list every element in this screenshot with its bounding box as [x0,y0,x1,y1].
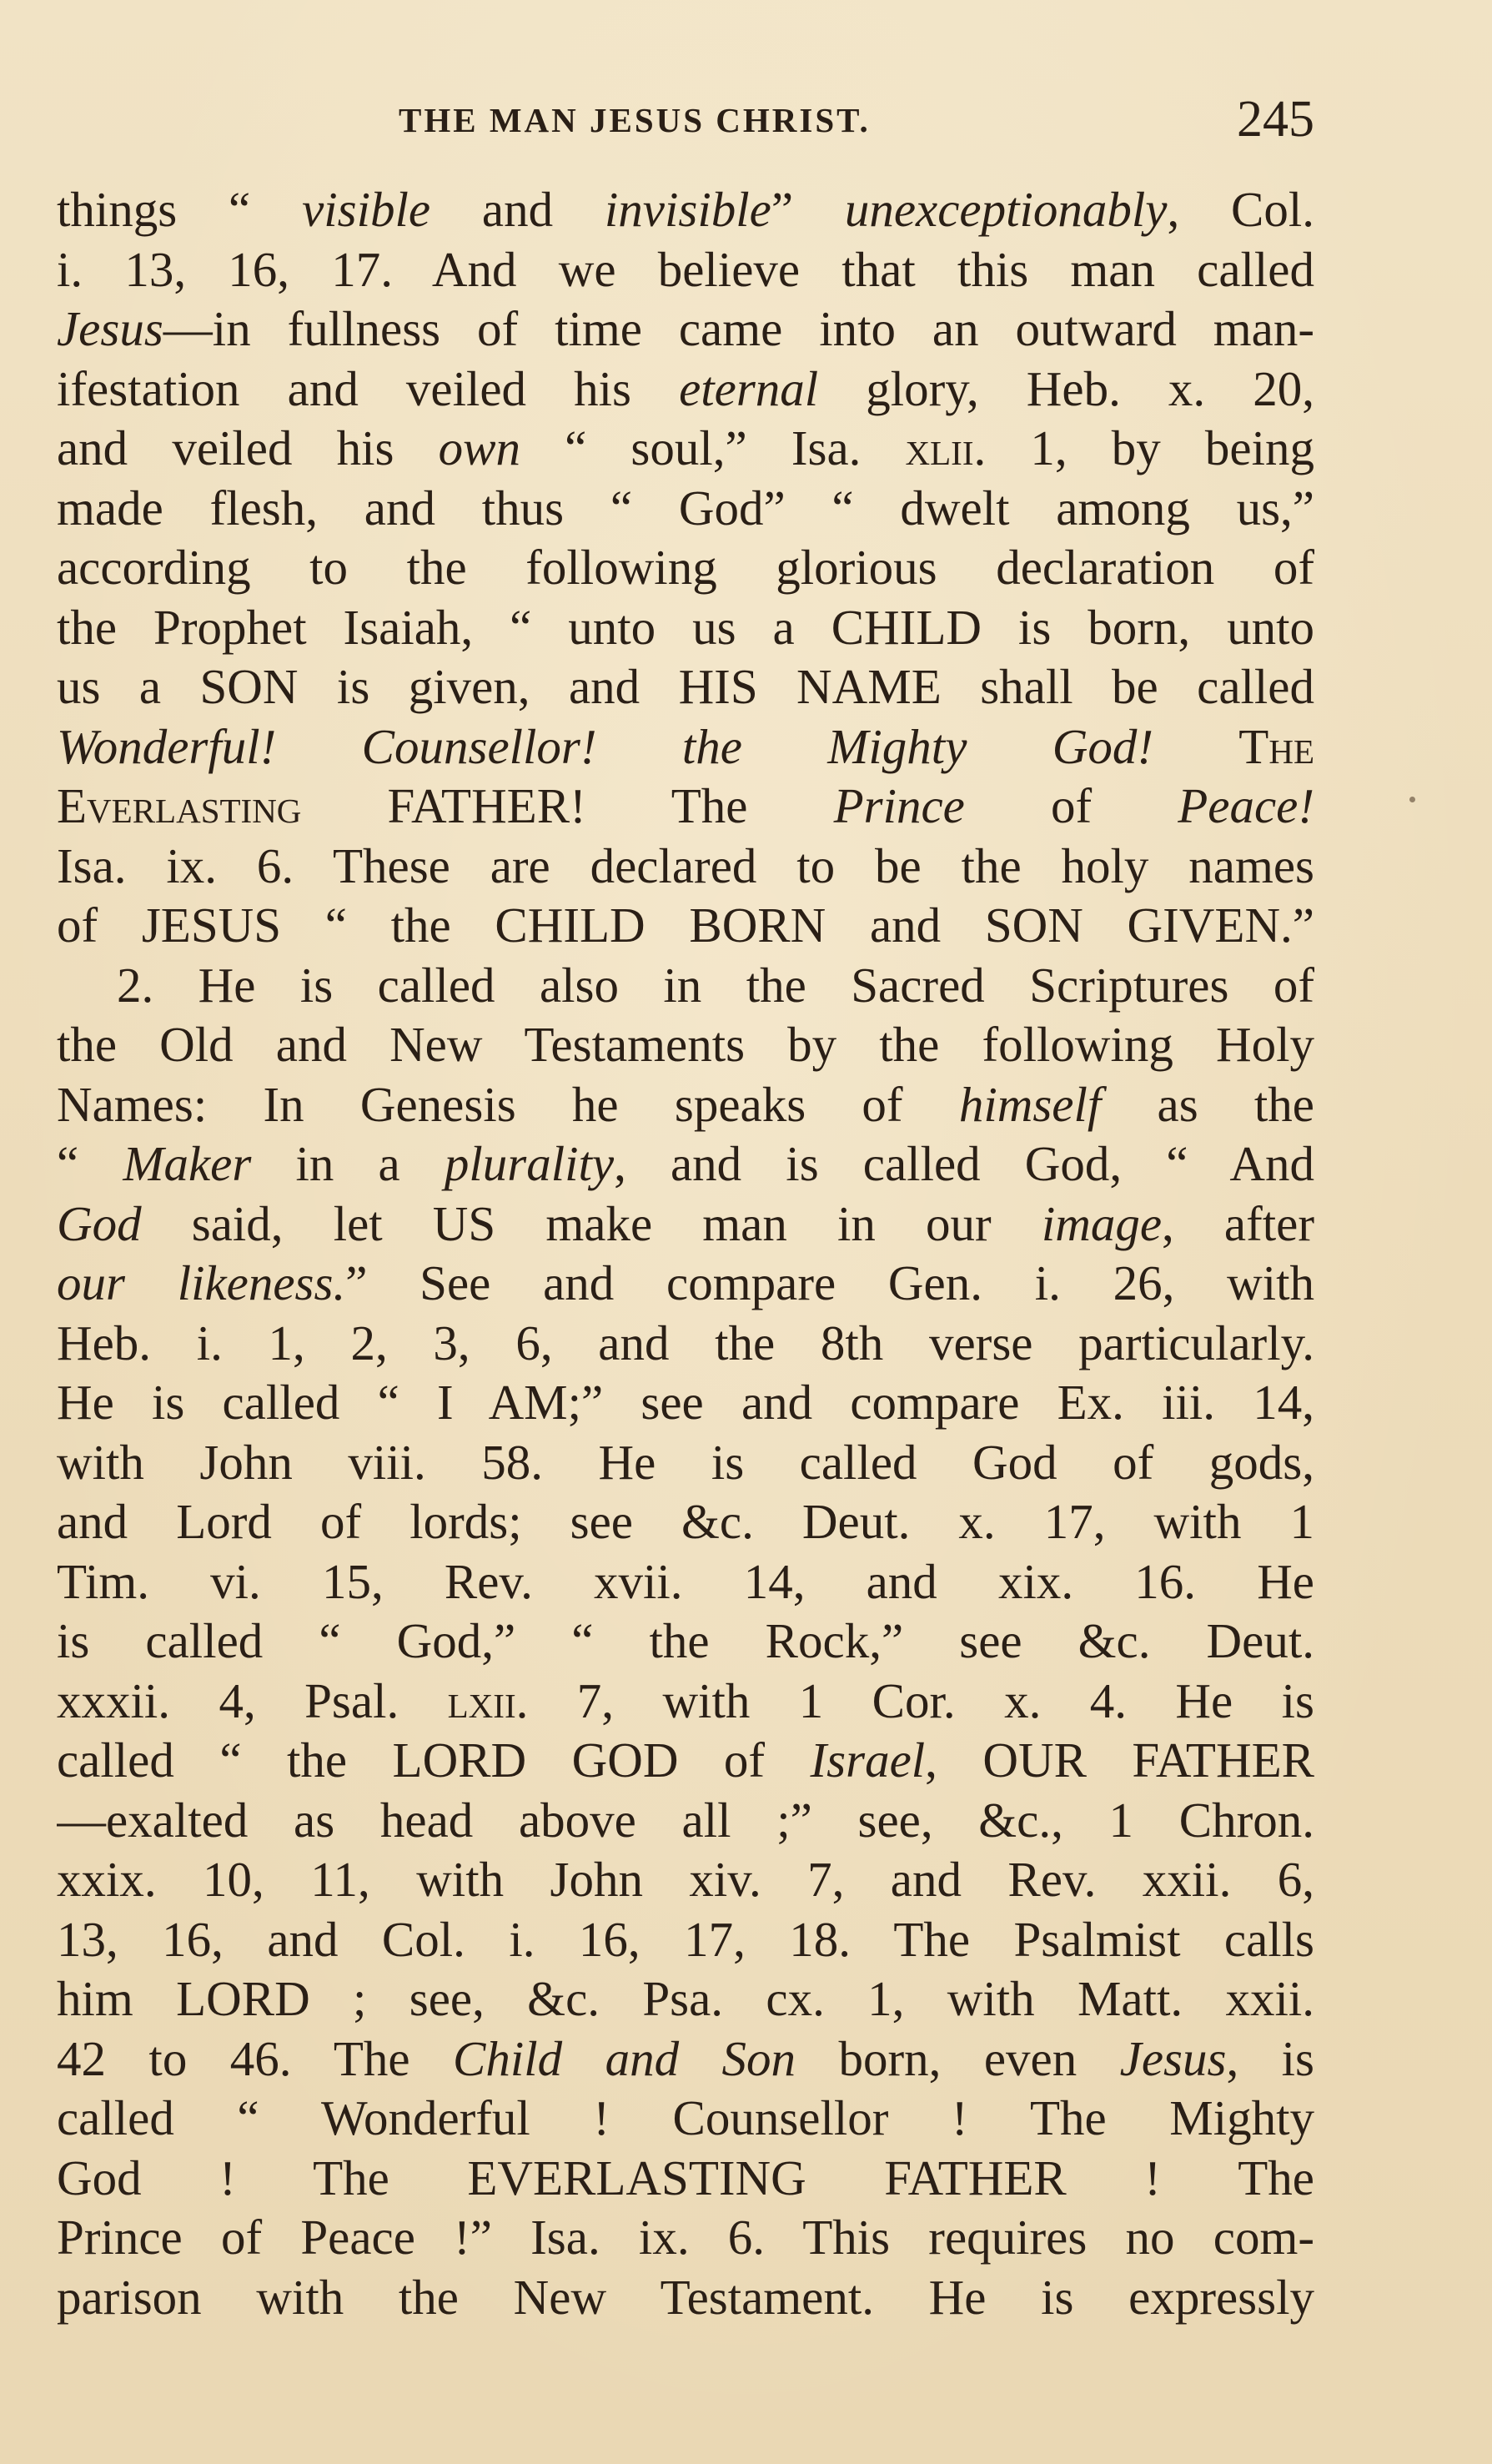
text-segment: Heb. i. 1, 2, 3, 6, and the 8th verse particularly. [57,1315,1314,1370]
text-segment: God ! The EVERLASTING FATHER ! The [57,2150,1314,2205]
text-segment: unexceptionably [844,182,1168,237]
text-segment: him LORD ; see, &c. Psa. cx. 1, with Matt. xxii. [57,1971,1314,2026]
text-line [57,1194,1314,1255]
text-line [57,360,1314,420]
text-line [57,1969,1314,2029]
text-segment: “ [57,1136,123,1191]
text-segment: lxii [447,1672,516,1728]
text-segment: . 7, with 1 Cor. x. 4. He is [515,1672,1314,1728]
text-segment: , after [1162,1195,1314,1251]
text-segment: called “ the LORD GOD of [57,1732,811,1788]
text-segment: Everlasting [57,778,302,833]
text-segment: , Col. [1167,182,1314,237]
text-segment: and veiled his [57,420,439,475]
text-segment: xxix. 10, 11, with John xiv. 7, and Rev. xxii. 6, [57,1852,1314,1907]
text-segment: our likeness. [57,1255,346,1310]
text-line [57,657,1314,717]
text-segment: the Prophet Isaiah, “ unto us a CHILD is born, unto [57,599,1314,655]
text-segment: xxxii. 4, Psal. [57,1672,448,1728]
text-segment: Maker [123,1136,252,1191]
text-segment: Names: In Genesis he speaks of [57,1076,959,1132]
text-segment: Tim. vi. 15, Rev. xvii. 14, and xix. 16. He [57,1553,1314,1609]
text-line [57,180,1314,240]
text-line [57,717,1314,777]
text-segment: The [1238,718,1314,774]
text-segment: things “ [57,182,303,237]
text-segment: Prince [833,778,965,833]
text-segment: according to the following glorious declaration of [57,540,1314,595]
text-segment: own [438,420,520,475]
text-line [57,240,1314,300]
text-line [57,837,1314,897]
text-segment: Isa. ix. 6. These are declared to be the holy names [57,837,1314,893]
text-segment: plurality [444,1136,615,1191]
text-segment: in a [251,1136,445,1191]
text-segment: made flesh, and thus “ God” “ dwelt among us,” [57,480,1314,536]
text-segment: eternal [679,360,819,416]
text-segment: ” [771,182,845,237]
text-segment: born, even [796,2030,1120,2086]
text-segment: , OUR FATHER [925,1732,1314,1788]
text-line [57,777,1314,837]
text-line [57,1492,1314,1552]
text-segment: ifestation and veiled his [57,360,680,416]
text-segment: Wonderful! Counsellor! the Mighty God! [57,718,1153,774]
text-segment: Child and Son [453,2030,796,2086]
text-line [57,1314,1314,1374]
text-segment: Jesus [1119,2030,1227,2086]
text-segment: , is [1226,2030,1314,2086]
text-line [57,538,1314,598]
text-segment: invisible [604,182,771,237]
text-line [57,1850,1314,1910]
text-line [57,1075,1314,1135]
text-segment: i. 13, 16, 17. And we believe that this man called [57,241,1314,297]
text-segment: image [1041,1195,1163,1251]
text-line [57,2029,1314,2089]
text-segment: Jesus [57,301,163,356]
page-number: 245 [1237,91,1314,148]
text-segment: of JESUS “ the CHILD BORN and SON GIVEN.” [57,898,1314,953]
text-segment: us a SON is given, and HIS NAME shall be called [57,659,1314,714]
text-line [57,1731,1314,1791]
text-segment: the Old and New Testaments by the following Holy [57,1017,1314,1072]
text-segment: Israel [810,1732,926,1788]
page-header [57,90,1314,150]
text-line [57,2089,1314,2149]
text-segment: parison with the New Testament. He is expressly [57,2269,1314,2325]
text-line [57,2268,1314,2328]
text-segment: FATHER! The [301,778,834,833]
text-segment: —in fullness of time came into an outward man- [163,301,1314,356]
text-segment: as the [1101,1076,1314,1132]
text-segment: 13, 16, and Col. i. 16, 17, 18. The Psalmist calls [57,1911,1314,1967]
text-segment: , and is called God, “ And [614,1136,1314,1191]
text-segment: 42 to 46. The [57,2030,454,2086]
text-line [57,956,1314,1016]
running-title: THE MAN JESUS CHRIST. [399,101,871,139]
text-segment: with John viii. 58. He is called God of gods, [57,1434,1314,1490]
text-segment: and [430,182,605,237]
text-line [57,1373,1314,1433]
text-segment: said, let US make man in our [141,1195,1042,1251]
text-segment: Prince of Peace !” Isa. ix. 6. This requires no com- [57,2210,1314,2265]
text-line [57,1672,1314,1732]
text-line [57,1433,1314,1493]
body-text [57,180,1314,2327]
text-line [57,598,1314,658]
text-line [57,1134,1314,1194]
text-segment: 2. He is called also in the Sacred Scriptures of [117,957,1314,1013]
text-segment: xlii [905,420,974,475]
text-line [57,419,1314,479]
text-line [57,2149,1314,2209]
text-segment [1153,719,1238,774]
text-line [57,2208,1314,2268]
text-line [57,1254,1314,1314]
text-segment: called “ Wonderful ! Counsellor ! The Mighty [57,2090,1314,2145]
text-line [57,299,1314,360]
text-segment: is called “ God,” “ the Rock,” see &c. Deut. [57,1613,1314,1668]
paper-speck [1409,797,1415,802]
text-segment: ” See and compare Gen. i. 26, with [345,1255,1314,1310]
text-segment: glory, Heb. x. 20, [818,360,1314,416]
text-line [57,1552,1314,1612]
text-line [57,1015,1314,1075]
text-segment: of [964,778,1178,833]
text-segment: “ soul,” Isa. [520,420,906,475]
text-segment: Peace! [1178,778,1314,833]
text-line [57,1791,1314,1851]
text-line [57,896,1314,956]
text-segment: himself [958,1076,1102,1132]
text-segment: He is called “ I AM;” see and compare Ex. iii. 14, [57,1375,1314,1430]
text-line [57,479,1314,539]
text-segment: —exalted as head above all ;” see, &c., 1 Chron. [57,1792,1314,1848]
text-line [57,1612,1314,1672]
text-line [57,1910,1314,1970]
text-segment: and Lord of lords; see &c. Deut. x. 17, with 1 [57,1494,1314,1549]
text-segment: God [57,1195,142,1251]
text-segment: visible [302,182,431,237]
text-segment: . 1, by being [973,420,1314,475]
